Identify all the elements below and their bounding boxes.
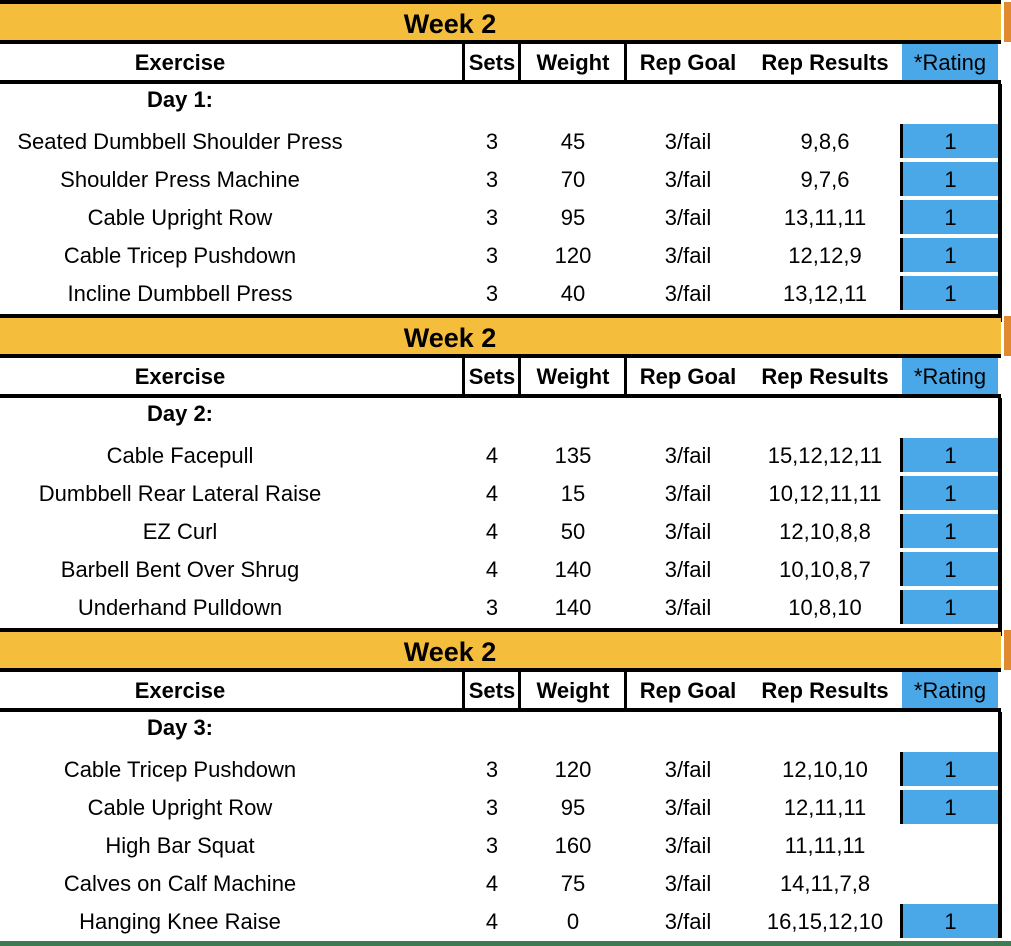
cell-rep-results[interactable]: 9,7,6 — [800, 167, 850, 192]
column-header-exercise[interactable]: Exercise — [134, 364, 226, 389]
cell-sets[interactable]: 4 — [485, 871, 499, 896]
column-header-row — [0, 44, 1001, 84]
cell-weight[interactable]: 45 — [560, 129, 586, 154]
day-label: Day 3: — [146, 715, 214, 740]
column-header-rep-goal[interactable]: Rep Goal — [639, 678, 737, 703]
week-header-bar — [0, 0, 1001, 44]
cell-exercise[interactable]: Incline Dumbbell Press — [67, 281, 293, 306]
table-row — [0, 436, 1001, 474]
cell-exercise[interactable]: Barbell Bent Over Shrug — [60, 557, 300, 582]
cell-sets[interactable]: 3 — [485, 205, 499, 230]
cell-exercise[interactable]: Dumbbell Rear Lateral Raise — [38, 481, 322, 506]
column-header-rating[interactable]: *Rating — [902, 44, 998, 80]
cell-rep-goal[interactable]: 3/fail — [664, 871, 712, 896]
rating-cell[interactable]: 1 — [900, 752, 998, 786]
cell-exercise[interactable]: Cable Tricep Pushdown — [63, 243, 297, 268]
right-border — [998, 84, 1002, 322]
table-row — [0, 474, 1001, 512]
rating-cell[interactable]: 1 — [900, 162, 998, 196]
table-row — [0, 274, 1001, 312]
column-header-weight[interactable]: Weight — [536, 364, 610, 389]
header-divider — [624, 672, 627, 708]
cell-sets[interactable]: 3 — [485, 243, 499, 268]
cell-rep-results[interactable]: 10,10,8,7 — [779, 557, 871, 582]
cell-rep-goal[interactable]: 3/fail — [664, 205, 712, 230]
table-row — [0, 826, 1001, 864]
column-header-rating[interactable]: *Rating — [902, 358, 998, 394]
column-header-sets[interactable]: Sets — [468, 50, 516, 75]
cell-exercise[interactable]: Seated Dumbbell Shoulder Press — [17, 129, 343, 154]
rating-cell[interactable]: 1 — [900, 238, 998, 272]
cell-rep-goal[interactable]: 3/fail — [664, 243, 712, 268]
cell-exercise[interactable]: Hanging Knee Raise — [79, 909, 281, 934]
rating-cell[interactable]: 1 — [900, 552, 998, 586]
header-divider — [624, 358, 627, 394]
cell-rep-results[interactable]: 10,8,10 — [788, 595, 862, 620]
table-row — [0, 588, 1001, 626]
header-divider — [462, 672, 465, 708]
cell-weight[interactable]: 135 — [554, 443, 592, 468]
cell-rep-results[interactable]: 9,8,6 — [800, 129, 850, 154]
header-divider — [462, 44, 465, 80]
cell-exercise[interactable]: Cable Upright Row — [87, 205, 273, 230]
column-header-sets[interactable]: Sets — [468, 364, 516, 389]
column-header-rep-results[interactable]: Rep Results — [761, 678, 889, 703]
cell-weight[interactable]: 120 — [554, 757, 592, 782]
cell-rep-goal[interactable]: 3/fail — [664, 595, 712, 620]
cell-rep-goal[interactable]: 3/fail — [664, 795, 712, 820]
week-header-bar — [0, 628, 1001, 672]
header-divider — [518, 672, 521, 708]
cell-rep-goal[interactable]: 3/fail — [664, 281, 712, 306]
column-header-rep-results[interactable]: Rep Results — [761, 50, 889, 75]
rating-cell[interactable]: 1 — [900, 476, 998, 510]
frozen-pane-edge — [1004, 316, 1011, 356]
cell-weight[interactable]: 140 — [554, 595, 592, 620]
header-divider — [624, 44, 627, 80]
column-header-exercise[interactable]: Exercise — [134, 50, 226, 75]
cell-rep-goal[interactable]: 3/fail — [664, 833, 712, 858]
cell-sets[interactable]: 3 — [485, 167, 499, 192]
column-header-rep-results[interactable]: Rep Results — [761, 364, 889, 389]
day-label: Day 1: — [146, 87, 214, 112]
cell-sets[interactable]: 3 — [485, 129, 499, 154]
cell-sets[interactable]: 4 — [485, 443, 499, 468]
cell-rep-goal[interactable]: 3/fail — [664, 443, 712, 468]
cell-rep-results[interactable]: 16,15,12,10 — [766, 909, 884, 934]
table-row — [0, 788, 1001, 826]
cell-exercise[interactable]: Shoulder Press Machine — [60, 167, 300, 192]
right-border — [998, 712, 1002, 938]
column-header-rep-goal[interactable]: Rep Goal — [639, 364, 737, 389]
cell-weight[interactable]: 15 — [560, 481, 586, 506]
week-title: Week 2 — [403, 637, 497, 667]
cell-weight[interactable]: 0 — [566, 909, 580, 934]
cell-weight[interactable]: 120 — [554, 243, 592, 268]
cell-sets[interactable]: 4 — [485, 557, 499, 582]
cell-rep-goal[interactable]: 3/fail — [664, 481, 712, 506]
column-header-exercise[interactable]: Exercise — [134, 678, 226, 703]
cell-rep-goal[interactable]: 3/fail — [664, 909, 712, 934]
cell-weight[interactable]: 95 — [560, 205, 586, 230]
header-divider — [518, 358, 521, 394]
cell-rep-results[interactable]: 14,11,7,8 — [779, 871, 871, 896]
header-divider — [462, 358, 465, 394]
cell-exercise[interactable]: Cable Upright Row — [87, 795, 273, 820]
rating-cell[interactable]: 1 — [900, 590, 998, 624]
cell-exercise[interactable]: Calves on Calf Machine — [63, 871, 297, 896]
table-row — [0, 750, 1001, 788]
cell-exercise[interactable]: Cable Facepull — [106, 443, 254, 468]
week-header-bar — [0, 314, 1001, 358]
day-label: Day 2: — [146, 401, 214, 426]
week-title: Week 2 — [403, 323, 497, 353]
cell-sets[interactable]: 4 — [485, 481, 499, 506]
cell-weight[interactable]: 50 — [560, 519, 586, 544]
cell-sets[interactable]: 4 — [485, 909, 499, 934]
cell-rep-results[interactable]: 12,10,10 — [782, 757, 868, 782]
cell-rep-results[interactable]: 12,10,8,8 — [779, 519, 871, 544]
table-row — [0, 236, 1001, 274]
cell-rep-goal[interactable]: 3/fail — [664, 757, 712, 782]
cell-rep-results[interactable]: 12,12,9 — [788, 243, 862, 268]
cell-sets[interactable]: 3 — [485, 757, 499, 782]
right-border — [998, 398, 1002, 636]
rating-cell[interactable]: 1 — [900, 124, 998, 158]
table-row — [0, 198, 1001, 236]
week-title: Week 2 — [403, 9, 497, 39]
column-header-weight[interactable]: Weight — [536, 678, 610, 703]
cell-rep-goal[interactable]: 3/fail — [664, 519, 712, 544]
rating-cell[interactable]: 1 — [900, 276, 998, 310]
cell-weight[interactable]: 75 — [560, 871, 586, 896]
cell-sets[interactable]: 3 — [485, 281, 499, 306]
cell-rep-goal[interactable]: 3/fail — [664, 129, 712, 154]
table-row — [0, 512, 1001, 550]
cell-exercise[interactable]: EZ Curl — [142, 519, 218, 544]
column-header-sets[interactable]: Sets — [468, 678, 516, 703]
frozen-pane-edge — [1004, 630, 1011, 670]
cell-rep-results[interactable]: 15,12,12,11 — [767, 443, 883, 468]
cell-rep-goal[interactable]: 3/fail — [664, 167, 712, 192]
cell-sets[interactable]: 4 — [485, 519, 499, 544]
cell-rep-goal[interactable]: 3/fail — [664, 557, 712, 582]
cell-weight[interactable]: 140 — [554, 557, 592, 582]
table-row — [0, 160, 1001, 198]
rating-cell[interactable]: 1 — [900, 438, 998, 472]
cell-exercise[interactable]: High Bar Squat — [105, 833, 255, 858]
cell-weight[interactable]: 160 — [554, 833, 592, 858]
cell-rep-results[interactable]: 13,11,11 — [783, 205, 867, 230]
rating-cell[interactable]: 1 — [900, 904, 998, 938]
cell-exercise[interactable]: Cable Tricep Pushdown — [63, 757, 297, 782]
cell-rep-results[interactable]: 11,11,11 — [784, 833, 866, 858]
column-header-rating[interactable]: *Rating — [902, 672, 998, 708]
frozen-pane-edge — [1004, 2, 1011, 42]
cell-weight[interactable]: 70 — [560, 167, 586, 192]
cell-weight[interactable]: 40 — [560, 281, 586, 306]
sheet-bottom-edge — [0, 941, 1011, 946]
cell-exercise[interactable]: Underhand Pulldown — [77, 595, 283, 620]
column-header-rep-goal[interactable]: Rep Goal — [639, 50, 737, 75]
table-row — [0, 902, 1001, 940]
column-header-row — [0, 358, 1001, 398]
column-header-row — [0, 672, 1001, 712]
cell-rep-results[interactable]: 10,12,11,11 — [768, 481, 882, 506]
rating-cell[interactable]: 1 — [900, 790, 998, 824]
rating-cell[interactable]: 1 — [900, 514, 998, 548]
cell-rep-results[interactable]: 13,12,11 — [782, 281, 867, 306]
rating-cell[interactable]: 1 — [900, 200, 998, 234]
header-divider — [518, 44, 521, 80]
cell-sets[interactable]: 3 — [485, 595, 499, 620]
cell-sets[interactable]: 3 — [485, 833, 499, 858]
column-header-weight[interactable]: Weight — [536, 50, 610, 75]
table-row — [0, 864, 1001, 902]
table-row — [0, 550, 1001, 588]
table-row — [0, 122, 1001, 160]
cell-weight[interactable]: 95 — [560, 795, 586, 820]
cell-sets[interactable]: 3 — [485, 795, 499, 820]
cell-rep-results[interactable]: 12,11,11 — [783, 795, 867, 820]
